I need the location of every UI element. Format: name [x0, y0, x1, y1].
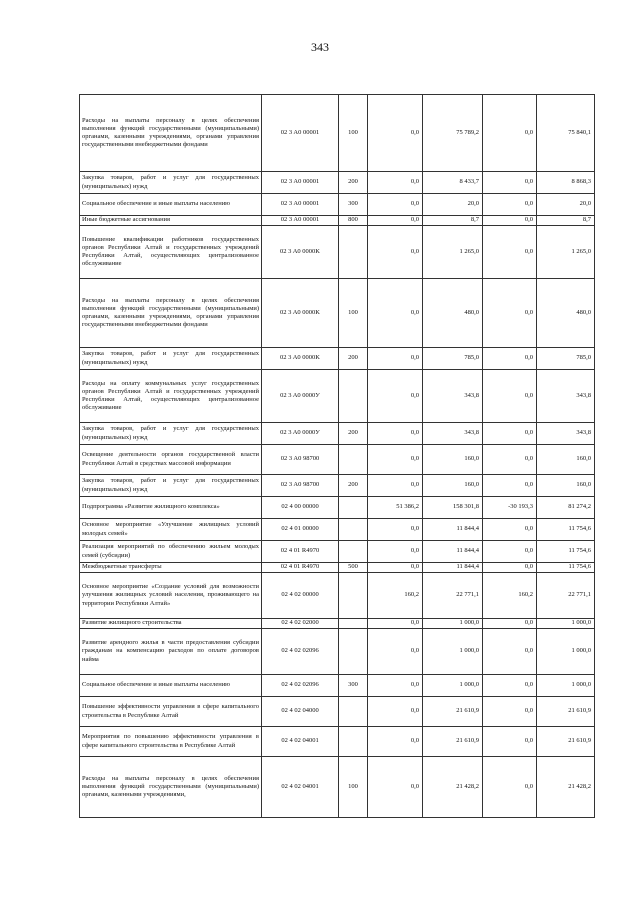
row-value-1: 0,0 — [368, 423, 423, 445]
row-value-4: 11 754,6 — [537, 541, 595, 563]
row-name: Социальное обеспечение и иные выплаты населению — [80, 675, 262, 697]
row-value-2: 158 301,8 — [423, 497, 483, 519]
row-name: Развитие жилищного строительства — [80, 619, 262, 629]
table-row — [80, 563, 595, 573]
row-name: Закупка товаров, работ и услуг для государственных (муниципальных) нужд — [80, 348, 262, 370]
budget-table-body — [80, 95, 595, 818]
row-expense-type: 200 — [339, 423, 368, 445]
row-name: Повышение квалификации работников государственных органов Республики Алтай и государственных учреждений Республики Алтай, осуществляющих централизованное обслуживание — [80, 226, 262, 279]
table-row — [80, 629, 595, 675]
row-value-4: 1 265,0 — [537, 226, 595, 279]
table-row — [80, 519, 595, 541]
row-value-1: 0,0 — [368, 697, 423, 727]
row-code: 02 3 A0 00001 — [262, 216, 339, 226]
row-value-4: 20,0 — [537, 194, 595, 216]
row-value-4: 1 000,0 — [537, 629, 595, 675]
row-value-1: 0,0 — [368, 757, 423, 818]
row-value-1: 0,0 — [368, 279, 423, 348]
row-value-1: 0,0 — [368, 541, 423, 563]
row-expense-type: 200 — [339, 172, 368, 194]
table-row — [80, 423, 595, 445]
table-row — [80, 757, 595, 818]
row-value-3: 0,0 — [483, 563, 537, 573]
row-value-3: 0,0 — [483, 348, 537, 370]
row-value-2: 21 428,2 — [423, 757, 483, 818]
row-value-1: 0,0 — [368, 445, 423, 475]
row-value-2: 75 789,2 — [423, 95, 483, 172]
row-code: 02 3 A0 0000K — [262, 279, 339, 348]
row-name: Закупка товаров, работ и услуг для государственных (муниципальных) нужд — [80, 172, 262, 194]
table-row — [80, 370, 595, 423]
row-expense-type: 500 — [339, 563, 368, 573]
row-value-3: 0,0 — [483, 697, 537, 727]
row-expense-type: 300 — [339, 194, 368, 216]
row-value-2: 22 771,1 — [423, 573, 483, 619]
row-value-1: 0,0 — [368, 226, 423, 279]
row-value-2: 785,0 — [423, 348, 483, 370]
row-code: 02 3 A0 98700 — [262, 445, 339, 475]
row-expense-type — [339, 541, 368, 563]
row-value-4: 22 771,1 — [537, 573, 595, 619]
table-row — [80, 727, 595, 757]
row-value-1: 0,0 — [368, 348, 423, 370]
row-name: Расходы на оплату коммунальных услуг государственных органов Республики Алтай и государственных учреждений Республики Алтай, осуществляющих централизованное обслуживание — [80, 370, 262, 423]
row-value-3: 0,0 — [483, 757, 537, 818]
row-expense-type: 200 — [339, 475, 368, 497]
row-name: Социальное обеспечение и иные выплаты населению — [80, 194, 262, 216]
row-value-4: 21 610,9 — [537, 727, 595, 757]
row-value-3: 0,0 — [483, 226, 537, 279]
row-name: Реализация мероприятий по обеспечению жильем молодых семей (субсидии) — [80, 541, 262, 563]
row-name: Основное мероприятие «Создание условий для возможности улучшения жилищных условий населения, проживающего на территории Республики Алтай» — [80, 573, 262, 619]
row-name: Подпрограмма «Развитие жилищного комплекса» — [80, 497, 262, 519]
row-code: 02 4 01 00000 — [262, 519, 339, 541]
row-value-2: 1 265,0 — [423, 226, 483, 279]
row-value-3: 0,0 — [483, 519, 537, 541]
row-value-2: 343,8 — [423, 370, 483, 423]
row-value-2: 11 844,4 — [423, 541, 483, 563]
row-expense-type — [339, 727, 368, 757]
row-expense-type — [339, 519, 368, 541]
row-value-4: 1 000,0 — [537, 675, 595, 697]
row-value-1: 0,0 — [368, 619, 423, 629]
row-value-3: 0,0 — [483, 370, 537, 423]
table-row — [80, 675, 595, 697]
row-code: 02 3 A0 0000У — [262, 370, 339, 423]
row-value-1: 160,2 — [368, 573, 423, 619]
row-code: 02 3 A0 00001 — [262, 194, 339, 216]
row-value-1: 0,0 — [368, 475, 423, 497]
row-value-3: 160,2 — [483, 573, 537, 619]
row-value-4: 21 610,9 — [537, 697, 595, 727]
row-code: 02 4 01 R4970 — [262, 563, 339, 573]
table-row — [80, 226, 595, 279]
table-row — [80, 216, 595, 226]
row-code: 02 4 01 R4970 — [262, 541, 339, 563]
row-value-2: 160,0 — [423, 475, 483, 497]
row-value-1: 0,0 — [368, 629, 423, 675]
row-value-4: 343,8 — [537, 370, 595, 423]
row-value-3: 0,0 — [483, 475, 537, 497]
row-value-1: 0,0 — [368, 563, 423, 573]
row-code: 02 4 02 04001 — [262, 727, 339, 757]
row-value-2: 8 433,7 — [423, 172, 483, 194]
row-value-3: 0,0 — [483, 445, 537, 475]
row-code: 02 4 02 02096 — [262, 675, 339, 697]
row-value-3: 0,0 — [483, 216, 537, 226]
row-value-3: 0,0 — [483, 95, 537, 172]
row-name: Закупка товаров, работ и услуг для государственных (муниципальных) нужд — [80, 475, 262, 497]
table-row — [80, 95, 595, 172]
row-code: 02 4 02 04001 — [262, 757, 339, 818]
row-value-2: 11 844,4 — [423, 563, 483, 573]
row-expense-type — [339, 226, 368, 279]
row-expense-type — [339, 619, 368, 629]
row-value-4: 11 754,6 — [537, 563, 595, 573]
row-value-3: 0,0 — [483, 541, 537, 563]
table-row — [80, 194, 595, 216]
row-value-4: 480,0 — [537, 279, 595, 348]
row-expense-type — [339, 370, 368, 423]
row-value-4: 8,7 — [537, 216, 595, 226]
row-name: Расходы на выплаты персоналу в целях обеспечения выполнения функций государственными (муниципальными) органами, казенными учреждениями, органами управления государственными внебюджетными фондами — [80, 95, 262, 172]
row-value-2: 1 000,0 — [423, 619, 483, 629]
row-value-1: 0,0 — [368, 216, 423, 226]
row-name: Основное мероприятие «Улучшение жилищных условий молодых семей» — [80, 519, 262, 541]
row-value-2: 21 610,9 — [423, 727, 483, 757]
row-value-1: 0,0 — [368, 95, 423, 172]
row-value-2: 1 000,0 — [423, 629, 483, 675]
row-value-1: 0,0 — [368, 519, 423, 541]
row-expense-type — [339, 697, 368, 727]
row-name: Расходы на выплаты персоналу в целях обеспечения выполнения функций государственными (муниципальными) органами, казенными учреждениями, органами управления государственными внебюджетными фондами — [80, 279, 262, 348]
row-value-4: 785,0 — [537, 348, 595, 370]
table-row — [80, 697, 595, 727]
table-row — [80, 279, 595, 348]
table-row — [80, 619, 595, 629]
page-number: 343 — [311, 40, 329, 54]
row-value-1: 51 386,2 — [368, 497, 423, 519]
row-value-3: 0,0 — [483, 172, 537, 194]
row-expense-type — [339, 497, 368, 519]
row-value-2: 343,8 — [423, 423, 483, 445]
row-value-4: 160,0 — [537, 475, 595, 497]
row-value-2: 160,0 — [423, 445, 483, 475]
row-code: 02 4 02 02000 — [262, 619, 339, 629]
row-value-2: 21 610,9 — [423, 697, 483, 727]
row-value-4: 81 274,2 — [537, 497, 595, 519]
row-code: 02 4 02 04000 — [262, 697, 339, 727]
row-value-4: 1 000,0 — [537, 619, 595, 629]
row-name: Повышение эффективности управления в сфере капитального строительства в Республике Алтай — [80, 697, 262, 727]
row-expense-type — [339, 573, 368, 619]
row-value-3: 0,0 — [483, 279, 537, 348]
row-value-4: 11 754,6 — [537, 519, 595, 541]
row-expense-type — [339, 629, 368, 675]
budget-table — [79, 94, 595, 818]
row-value-4: 8 868,3 — [537, 172, 595, 194]
table-row — [80, 573, 595, 619]
row-expense-type: 200 — [339, 348, 368, 370]
row-expense-type: 100 — [339, 757, 368, 818]
row-code: 02 3 A0 00001 — [262, 172, 339, 194]
table-row — [80, 348, 595, 370]
row-value-1: 0,0 — [368, 675, 423, 697]
row-name: Закупка товаров, работ и услуг для государственных (муниципальных) нужд — [80, 423, 262, 445]
row-value-2: 11 844,4 — [423, 519, 483, 541]
row-value-3: -30 193,3 — [483, 497, 537, 519]
row-value-2: 8,7 — [423, 216, 483, 226]
table-row — [80, 541, 595, 563]
row-code: 02 4 00 00000 — [262, 497, 339, 519]
row-name: Освещение деятельности органов государственной власти Республики Алтай в средствах массовой информации — [80, 445, 262, 475]
row-code: 02 3 A0 0000K — [262, 348, 339, 370]
row-code: 02 4 02 02096 — [262, 629, 339, 675]
row-value-3: 0,0 — [483, 629, 537, 675]
row-value-4: 21 428,2 — [537, 757, 595, 818]
table-row — [80, 497, 595, 519]
row-value-4: 160,0 — [537, 445, 595, 475]
row-code: 02 3 A0 0000У — [262, 423, 339, 445]
row-value-3: 0,0 — [483, 727, 537, 757]
row-value-3: 0,0 — [483, 423, 537, 445]
row-code: 02 3 A0 98700 — [262, 475, 339, 497]
row-name: Развитие арендного жилья в части предоставления субсидии гражданам на компенсацию расходов по оплате договоров найма — [80, 629, 262, 675]
table-row — [80, 172, 595, 194]
table-row — [80, 445, 595, 475]
row-expense-type: 100 — [339, 279, 368, 348]
row-code: 02 3 A0 00001 — [262, 95, 339, 172]
row-code: 02 3 A0 0000K — [262, 226, 339, 279]
row-value-1: 0,0 — [368, 727, 423, 757]
row-name: Мероприятия по повышению эффективности управления в сфере капитального строительства в Республике Алтай — [80, 727, 262, 757]
row-value-1: 0,0 — [368, 172, 423, 194]
row-value-2: 20,0 — [423, 194, 483, 216]
row-value-1: 0,0 — [368, 370, 423, 423]
row-name: Межбюджетные трансферты — [80, 563, 262, 573]
table-row — [80, 475, 595, 497]
row-name: Иные бюджетные ассигнования — [80, 216, 262, 226]
row-value-3: 0,0 — [483, 675, 537, 697]
row-expense-type: 800 — [339, 216, 368, 226]
row-expense-type: 100 — [339, 95, 368, 172]
row-expense-type: 300 — [339, 675, 368, 697]
row-value-1: 0,0 — [368, 194, 423, 216]
row-value-4: 343,8 — [537, 423, 595, 445]
row-expense-type — [339, 445, 368, 475]
row-value-3: 0,0 — [483, 194, 537, 216]
row-value-2: 1 000,0 — [423, 675, 483, 697]
row-code: 02 4 02 00000 — [262, 573, 339, 619]
row-value-4: 75 840,1 — [537, 95, 595, 172]
row-value-3: 0,0 — [483, 619, 537, 629]
row-value-2: 480,0 — [423, 279, 483, 348]
row-name: Расходы на выплаты персоналу в целях обеспечения выполнения функций государственными (муниципальными) органами, казенными учреждениями, — [80, 757, 262, 818]
